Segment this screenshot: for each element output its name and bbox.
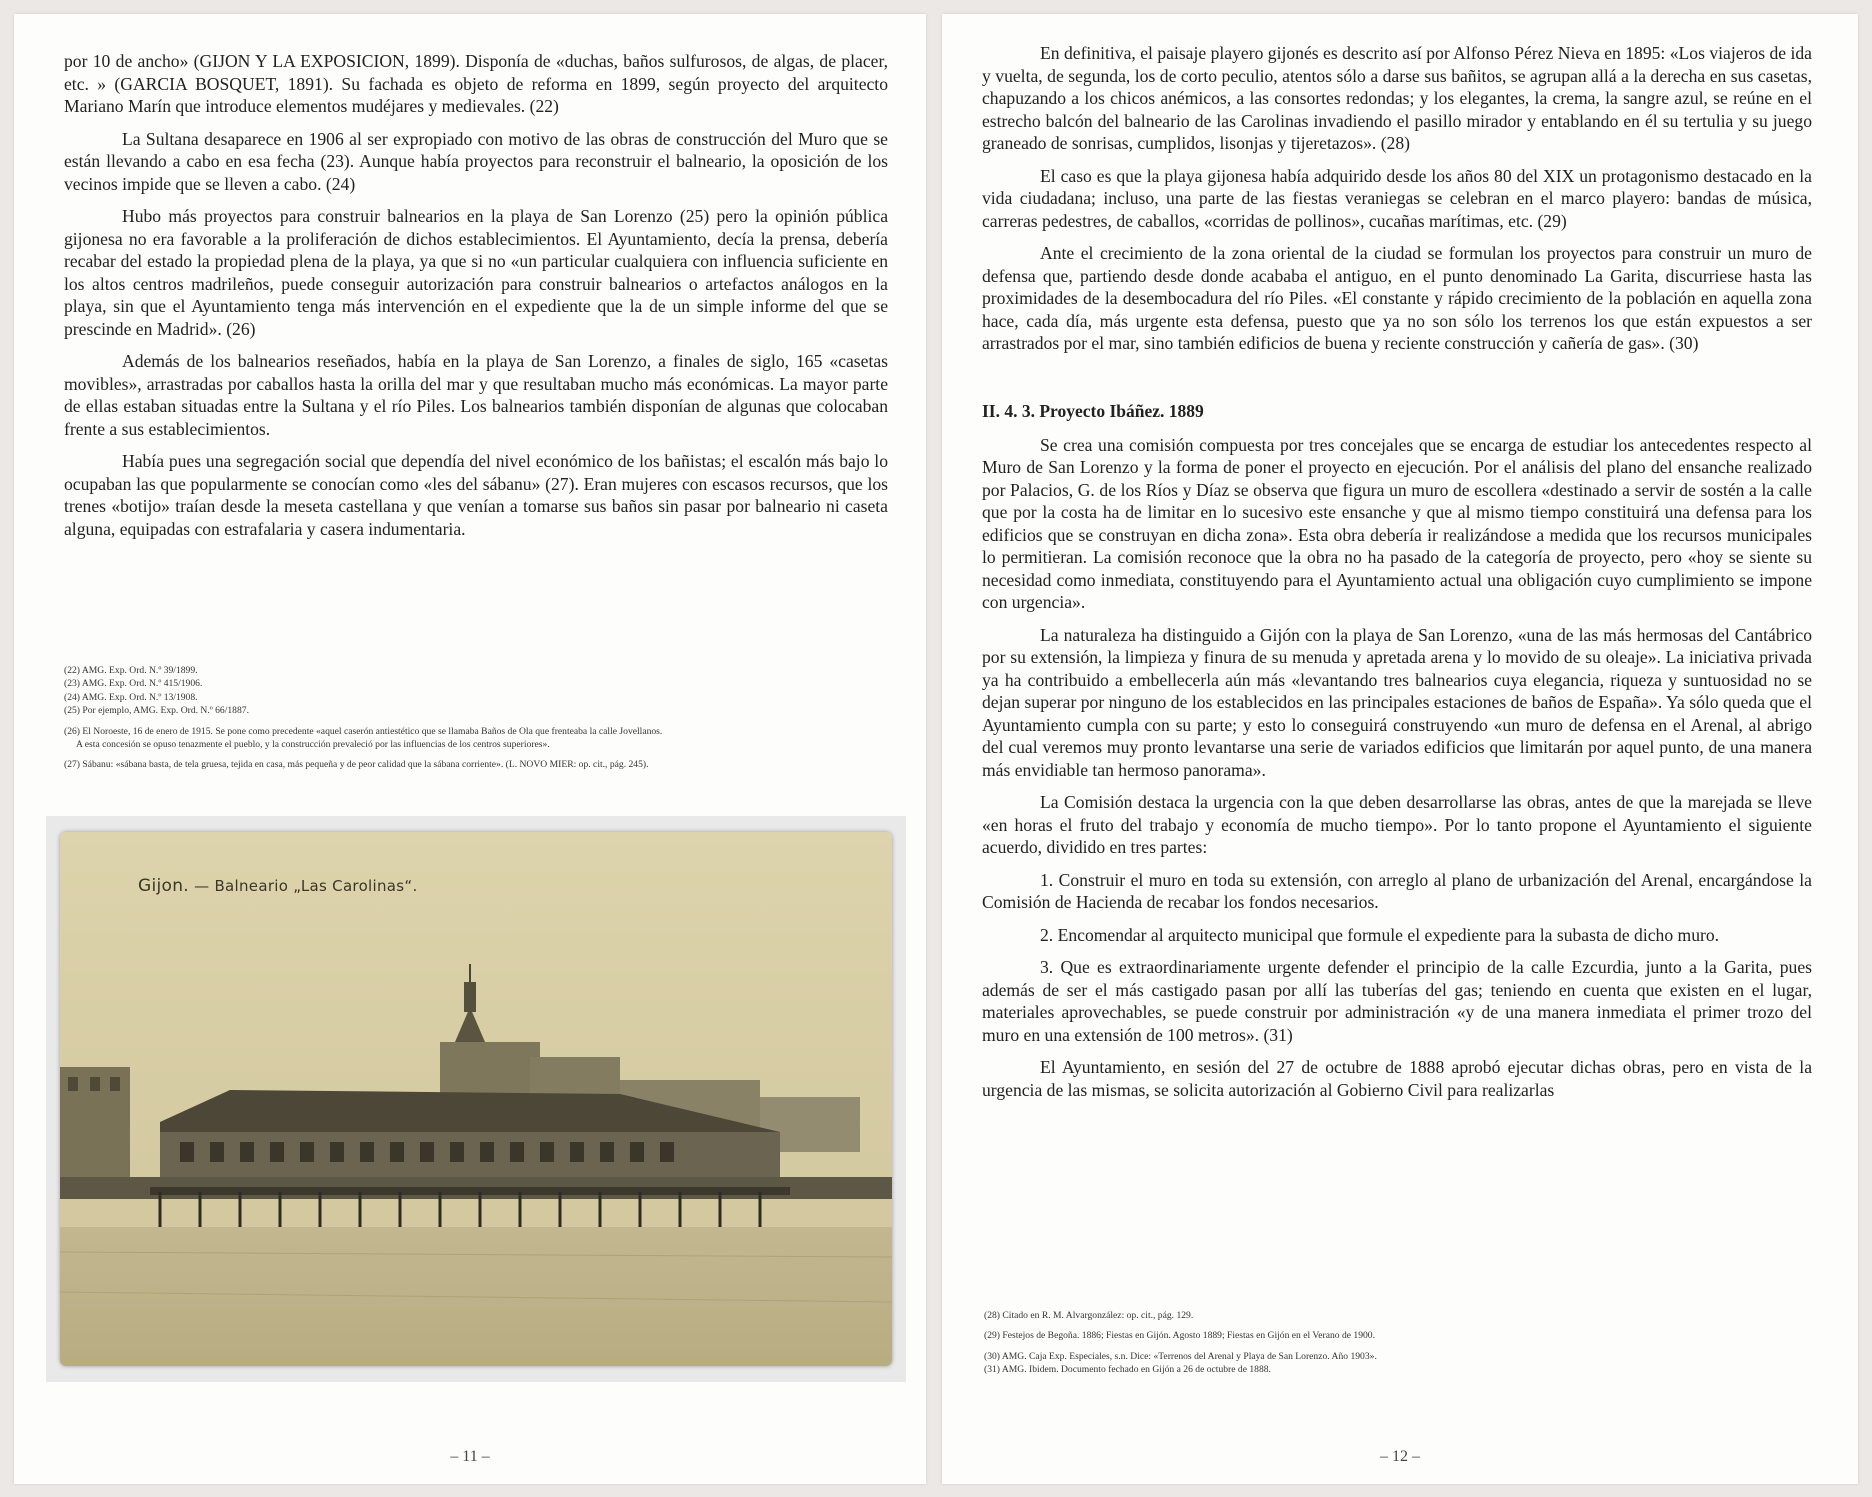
right-footnotes bbox=[984, 1309, 1824, 1377]
list-item: 3. Que es extraordinariamente urgente defender el principio de la calle Ezcurdia, junto a la Garita, pues además de ser el más castigado pasan por allí las tuberías del gas; teniendo en cuenta que existen en el lugar, materiales aprovechables, se puede construir por administración «y de una manera inmediata el primer trozo del muro en una extensión de 100 metros». (31) bbox=[982, 957, 1812, 1045]
paragraph: La Sultana desaparece en 1906 al ser expropiado con motivo de las obras de construcción del Muro que se están llevando a cabo en esa fecha (23). Aunque había proyectos para reconstruir el balneario, la oposición de los vecinos impide que se lleven a cabo. (24) bbox=[64, 128, 888, 194]
footnote: (27) Sábanu: «sábana basta, de tela gruesa, tejida en casa, más pequeña y de peor calidad que la sábana corriente». (L. NOVO MIER: op. cit., pág. 245). bbox=[64, 759, 649, 771]
paragraph: Hubo más proyectos para construir balnearios en la playa de San Lorenzo (25) pero la opinión pública gijonesa no era favorable a la proliferación de dichos establecimientos. El Ayuntamiento, decía la prensa, debería recabar del estado la propiedad plena de la playa, ya que si no «un particular cualquiera con influencia suficiente en los altos centros madrileños, puede conseguir autorización para construir balnearios o artefactos análogos en la playa, sin que el Ayuntamiento tenga más intervención en el expediente que la de un simple informe del que se prescinde en Madrid». (26) bbox=[64, 206, 888, 339]
paragraph: por 10 de ancho» (GIJON Y LA EXPOSICION, 1899). Disponía de «duchas, baños sulfurosos, de algas, de placer, etc. » (GARCIA BOSQUET, 1891). Su fachada es objeto de reforma en 1899, según proyecto del arquitecto Mariano Marín que introduce elementos mudéjares y medievales. (22) bbox=[64, 51, 888, 116]
paragraph: Se crea una comisión compuesta por tres concejales que se encarga de estudiar los antecedentes respecto al Muro de San Lorenzo y la forma de poner el proyecto en ejecución. Por el análisis del plano del ensanche realizado por Palacios, G. de los Ríos y Díaz se observa que figura un muro de escollera «destinado a servir de sostén a la calle que por la costa ha de limitar en lo sucesivo este ensanche y que al mismo tiempo constituirá una defensa para los edificios que se construyan en dicha zona». Esta obra debería ir realizándose a medida que los recursos municipales lo permitieran. La comisión reconoce que la obra no ha pasado de la categoría de proyecto, pero «hoy se siente su necesidad como inmediata, constituyendo para el Ayuntamiento actual una obligación cuyo cumplimiento se impone con urgencia». bbox=[982, 434, 1812, 612]
footnote: (31) AMG. Ibidem. Documento fechado en Gijón a 26 de octubre de 1888. bbox=[984, 1364, 1271, 1376]
paragraph: Además de los balnearios reseñados, había en la playa de San Lorenzo, a finales de siglo, 165 «casetas movibles», arrastradas por caballos hasta la orilla del mar y que resultaban mucho más económicas. La mayor parte de ellas estaban situadas entre la Sultana y el río Piles. Los balnearios también disponían de algunas que colocaban frente a sus establecimientos. bbox=[64, 351, 888, 439]
paragraph: En definitiva, el paisaje playero gijonés es descrito así por Alfonso Pérez Nieva en 1895: «Los viajeros de ida y vuelta, de segunda, los de corto peculio, atentos sólo a darse sus bañitos, se agrupan allá a la derecha en sus casetas, chapuzando a los chicos anémicos, a las consortes redondas; y los elegantes, la crema, la sangre azul, se reúne en el estrecho balcón del balneario de las Carolinas invadiendo el pasillo mirador y entablando en él su tertulia y su juego graneado de sonrisas, cumplidos, lisonjas y tijeretazos». (28) bbox=[982, 43, 1812, 153]
right-page-text bbox=[982, 42, 1812, 1111]
footnote: (25) Por ejemplo, AMG. Exp. Ord. N.º 66/1887. bbox=[64, 705, 249, 717]
page-number: – 11 – bbox=[450, 1448, 490, 1465]
left-page bbox=[14, 14, 926, 1484]
paragraph: La naturaleza ha distinguido a Gijón con la playa de San Lorenzo, «una de las más hermosas del Cantábrico por su extensión, la limpieza y finura de su menuda y apretada arena y lo movido de su oleaje». La iniciativa privada ya ha contribuido a embellecerla aún más «levantando tres balnearios cuya elegancia, riqueza y suntuosidad no se dejan superar por ninguno de los establecidos en las principales estaciones de baños de España». Ya sólo queda que el Ayuntamiento cumpla con su parte; y esto lo conseguirá construyendo «un muro de defensa en el Arenal, al abrigo del cual veremos muy pronto levantarse una serie de variados edificios que limitarán por aquel punto, de una manera más envidiable tan hermoso panorama». bbox=[982, 624, 1812, 780]
paragraph: El Ayuntamiento, en sesión del 27 de octubre de 1888 aprobó ejecutar dichas obras, pero en vista de la urgencia de las mismas, se solicita autorización al Gobierno Civil para realizarlas bbox=[982, 1057, 1812, 1100]
balneario-photo-illustration bbox=[60, 832, 892, 1366]
left-footnotes bbox=[64, 664, 904, 772]
paragraph: El caso es que la playa gijonesa había adquirido desde los años 80 del XIX un protagonismo destacado en la vida ciudadana; incluso, una parte de las fiestas veraniegas se celebran en el marco playero: bandas de música, carreras pedestres, de caballos, «corridas de pollinos», cucañas marítimas, etc. (29) bbox=[982, 165, 1812, 231]
paragraph: La Comisión destaca la urgencia con la que deben desarrollarse las obras, antes de que la marejada se lleve «en horas el fruto del trabajo y economía de mucho tiempo». Por lo tanto propone el Ayuntamiento el siguiente acuerdo, dividido en tres partes: bbox=[982, 792, 1812, 857]
list-item: 1. Construir el muro en toda su extensión, con arreglo al plano de urbanización del Arenal, encargándose la Comisión de Hacienda de recabar los fondos necesarios. bbox=[982, 869, 1812, 912]
postcard-photo-frame bbox=[46, 816, 906, 1382]
footnote: (28) Citado en R. M. Alvargonzález: op. cit., pág. 129. bbox=[984, 1310, 1194, 1321]
footnote: (30) AMG. Caja Exp. Especiales, s.n. Dice: «Terrenos del Arenal y Playa de San Lorenzo. Año 1903». bbox=[984, 1350, 1377, 1362]
footnote: (23) AMG. Exp. Ord. N.º 415/1906. bbox=[64, 678, 203, 690]
section-heading: II. 4. 3. Proyecto Ibáñez. 1889 bbox=[982, 400, 1204, 421]
postcard-photo bbox=[60, 832, 892, 1366]
postcard-caption bbox=[138, 876, 418, 896]
footnote: (26) El Noroeste, 16 de enero de 1915. Se pone como precedente «aquel caserón antiestético que se llamaba Baños de Ola que frenteaba la calle Jovellanos. bbox=[64, 725, 663, 737]
footnote: (24) AMG. Exp. Ord. N.º 13/1908. bbox=[64, 691, 198, 703]
paragraph: Había pues una segregación social que dependía del nivel económico de los bañistas; el escalón más bajo lo ocupaban las que popularmente se conocían como «les del sábanu» (27). Eran mujeres con escasos recursos, que los trenes «botijo» traían desde la meseta castellana y que venían a tomarse sus baños sin pasar por balneario ni caseta alguna, equipadas con estrafalaria y casera indumentaria. bbox=[64, 451, 888, 539]
list-item: 2. Encomendar al arquitecto municipal que formule el expediente para la subasta de dicho muro. bbox=[1040, 924, 1720, 945]
page-number: – 12 – bbox=[1380, 1448, 1420, 1465]
postcard-caption-title: — Balneario „Las Carolinas“. bbox=[194, 877, 418, 895]
footnote-continuation: A esta concesión se opuso tenazmente el pueblo, y la construcción prevaleció por las influencias de los centros superiores». bbox=[76, 739, 550, 751]
paragraph: Ante el crecimiento de la zona oriental de la ciudad se formulan los proyectos para construir un muro de defensa que, partiendo desde donde acababa el antiguo, en el punto denominado La Garita, discurriese hasta las proximidades de la desembocadura del río Piles. «El constante y rápido crecimiento de la población en aquella zona hace, cada día, más urgente esta defensa, puesto que ya no son sólo los terrenos los que están expuestos a ser arrastrados por el mar, sino también edificios de buena y reciente construcción y cañería de gas». (30) bbox=[982, 243, 1812, 353]
footnote: (29) Festejos de Begoña. 1886; Fiestas en Gijón. Agosto 1889; Fiestas en Gijón en el Verano de 1900. bbox=[984, 1330, 1375, 1342]
footnote: (22) AMG. Exp. Ord. N.º 39/1899. bbox=[64, 665, 198, 676]
right-page bbox=[942, 14, 1858, 1484]
left-page-text bbox=[64, 50, 888, 550]
postcard-caption-city: Gijon. bbox=[138, 876, 189, 896]
